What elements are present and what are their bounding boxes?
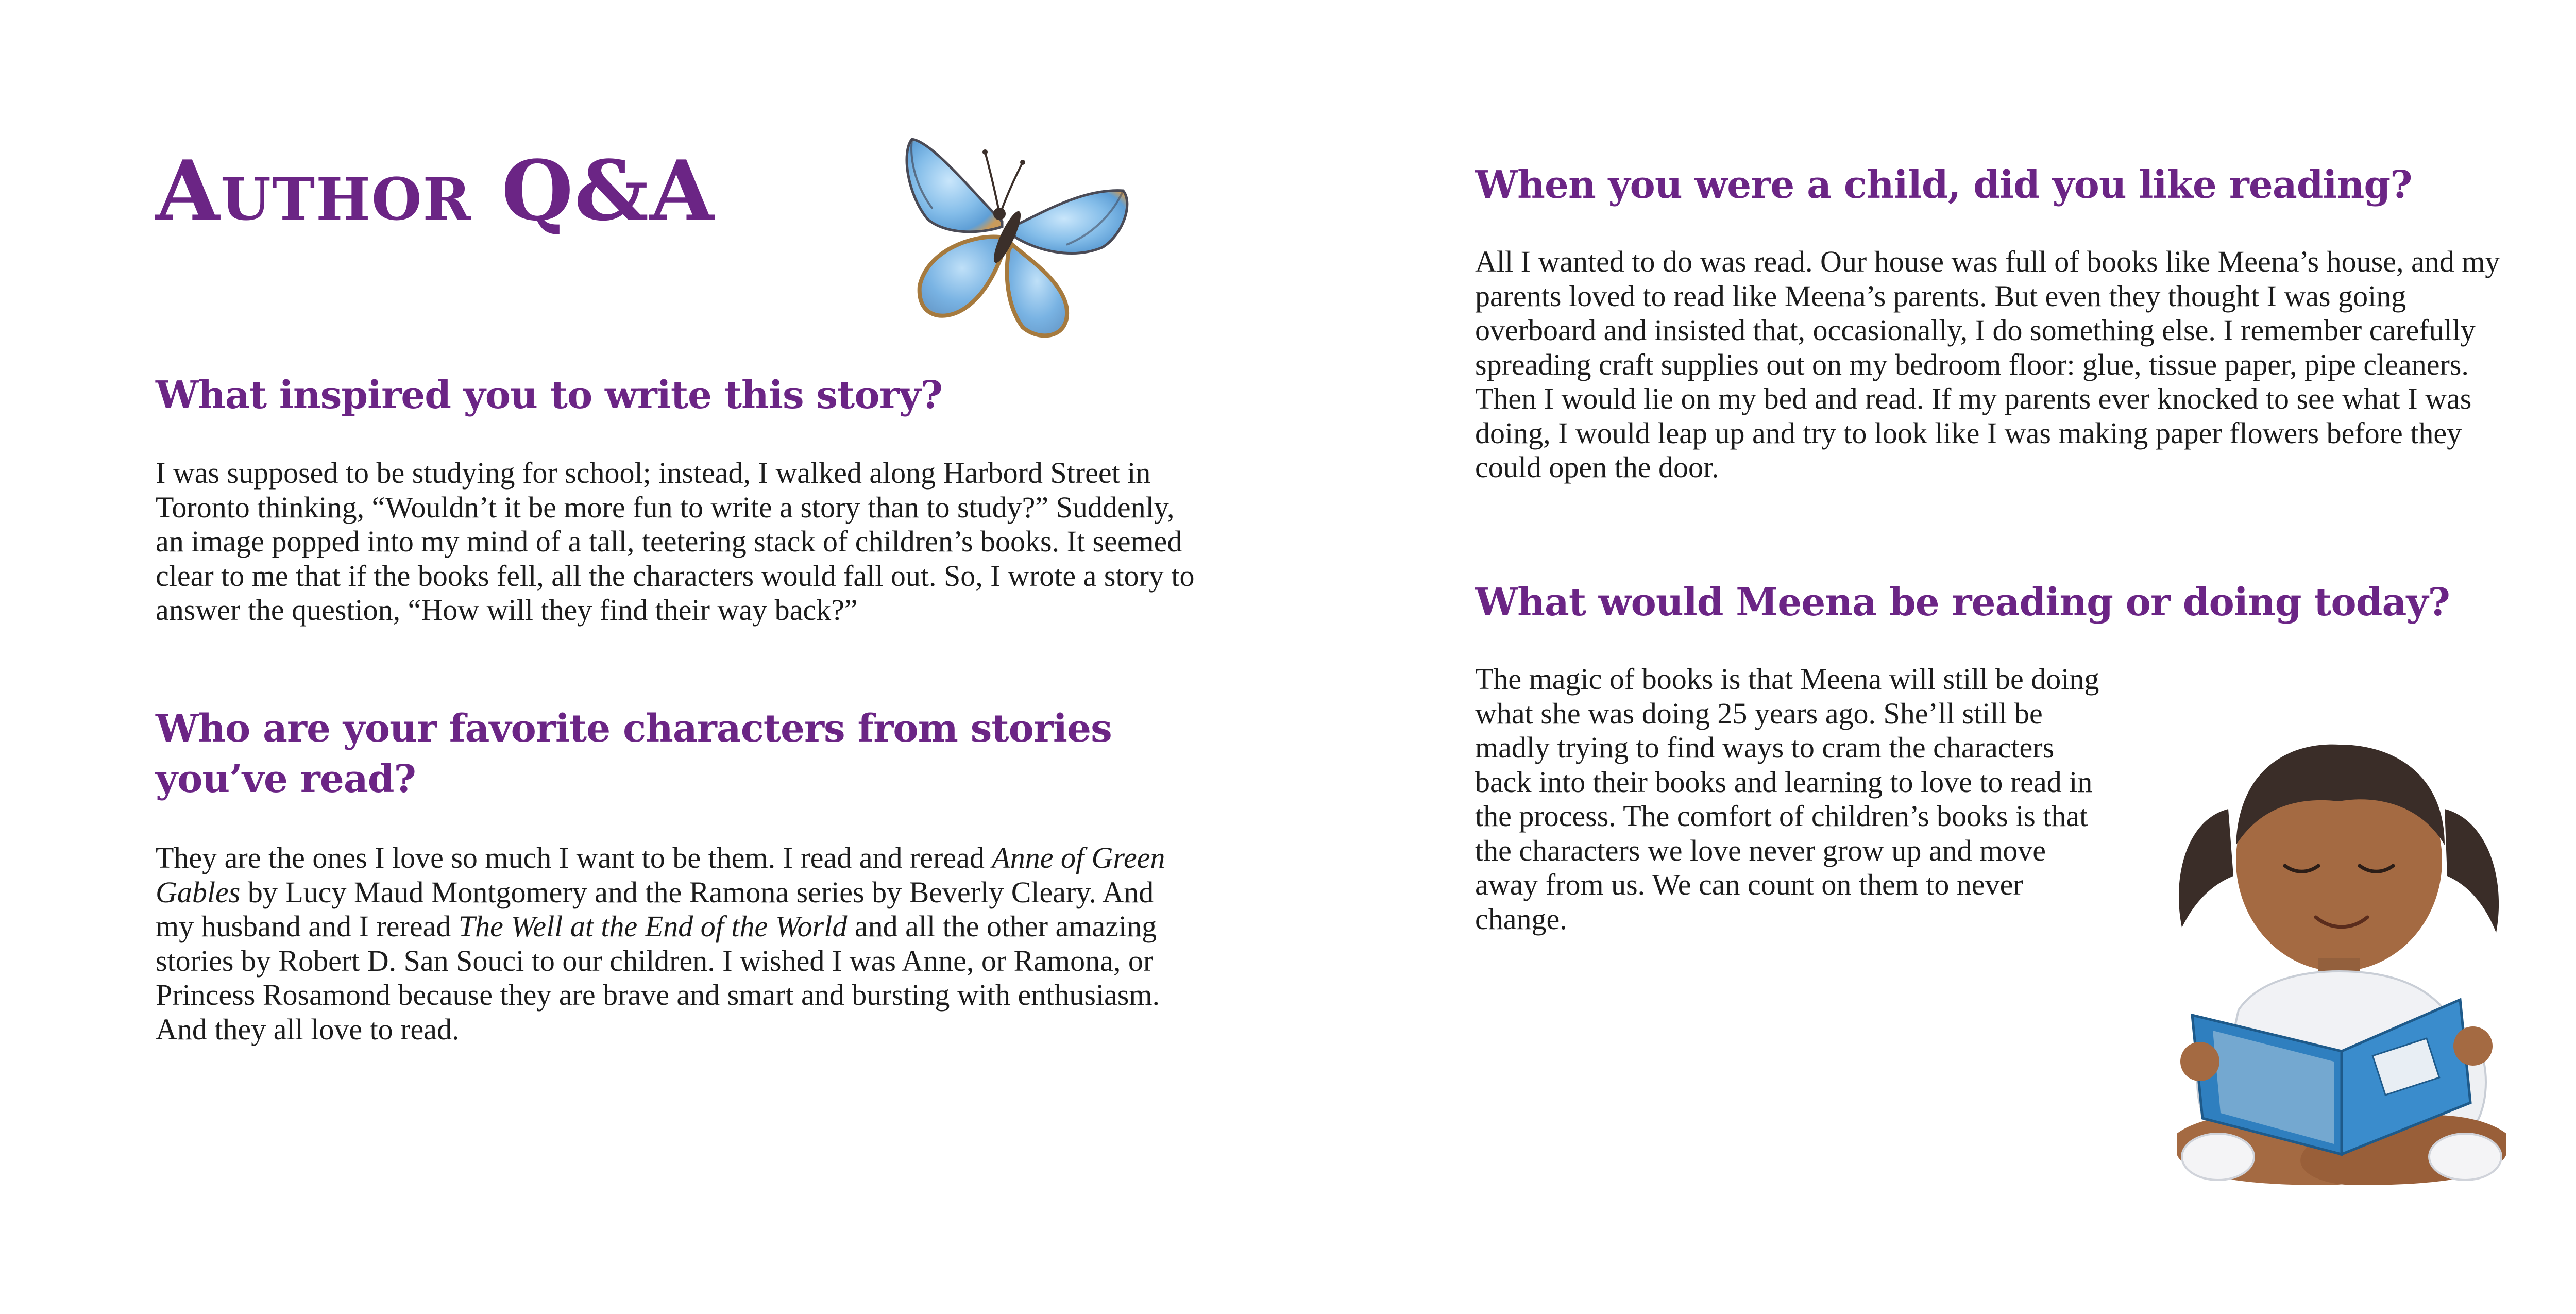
question-heading-inspiration: What inspired you to write this story? xyxy=(156,373,942,417)
page-title: Author Q&A xyxy=(156,142,715,239)
girl-reading-illustration xyxy=(2156,690,2527,1201)
answer-paragraph-favorite-characters xyxy=(156,841,1186,1047)
answer-text-segment: and all the other amazing stories by Robert D. San Souci to our children. I wished I was Anne, or Ramona, or Princess Rosamond because they are brave and smart and bursting with enthusiasm. And they all love to read. xyxy=(156,909,1160,1046)
question-heading-childhood-reading: When you were a child, did you like reading? xyxy=(1475,163,2412,207)
right-page xyxy=(1314,0,2576,1314)
answer-paragraph-meena-today: The magic of books is that Meena will still be doing what she was doing 25 years ago. She’ll still be madly trying to find ways to cram the characters back into their books and learning to love to read in the process. The comfort of children’s books is that the characters we love never grow up and move away from us. We can count on them to never change. xyxy=(1475,662,2099,936)
answer-text-segment: by Lucy Maud Montgomery and the Ramona series by Beverly Cleary. And my husband and I reread xyxy=(156,875,1154,943)
book-title-well: The Well at the End of the World xyxy=(458,909,848,943)
question-heading-favorite-characters: Who are your favorite characters from stories you’ve read? xyxy=(156,706,1112,801)
answer-text-segment: They are the ones I love so much I want to be them. I read and reread xyxy=(156,841,992,874)
question-heading-meena-today: What would Meena be reading or doing today? xyxy=(1475,580,2450,625)
butterfly-illustration xyxy=(896,131,1144,348)
book-title-anne: Anne of Green Gables xyxy=(156,841,1165,909)
answer-paragraph-inspiration: I was supposed to be studying for school; instead, I walked along Harbord Street in Toronto thinking, “Wouldn’t it be more fun to write a story than to study?” Suddenly, an image popped into my mind of a tall, teetering stack of children’s books. It seemed clear to me that if the books fell, all the characters would fall out. So, I wrote a story to answer the question, “How will they find their way back?” xyxy=(156,456,1195,627)
answer-paragraph-childhood-reading: All I wanted to do was read. Our house was full of books like Meena’s house, and my parents loved to read like Meena’s parents. But even they thought I was going overboard and insisted that, occasionally, I do something else. I remember carefully spreading craft supplies out on my bedroom floor: glue, tissue paper, pipe cleaners. Then I would lie on my bed and read. If my parents ever knocked to see what I was doing, I would leap up and try to look like I was making paper flowers before they could open the door. xyxy=(1475,245,2500,484)
